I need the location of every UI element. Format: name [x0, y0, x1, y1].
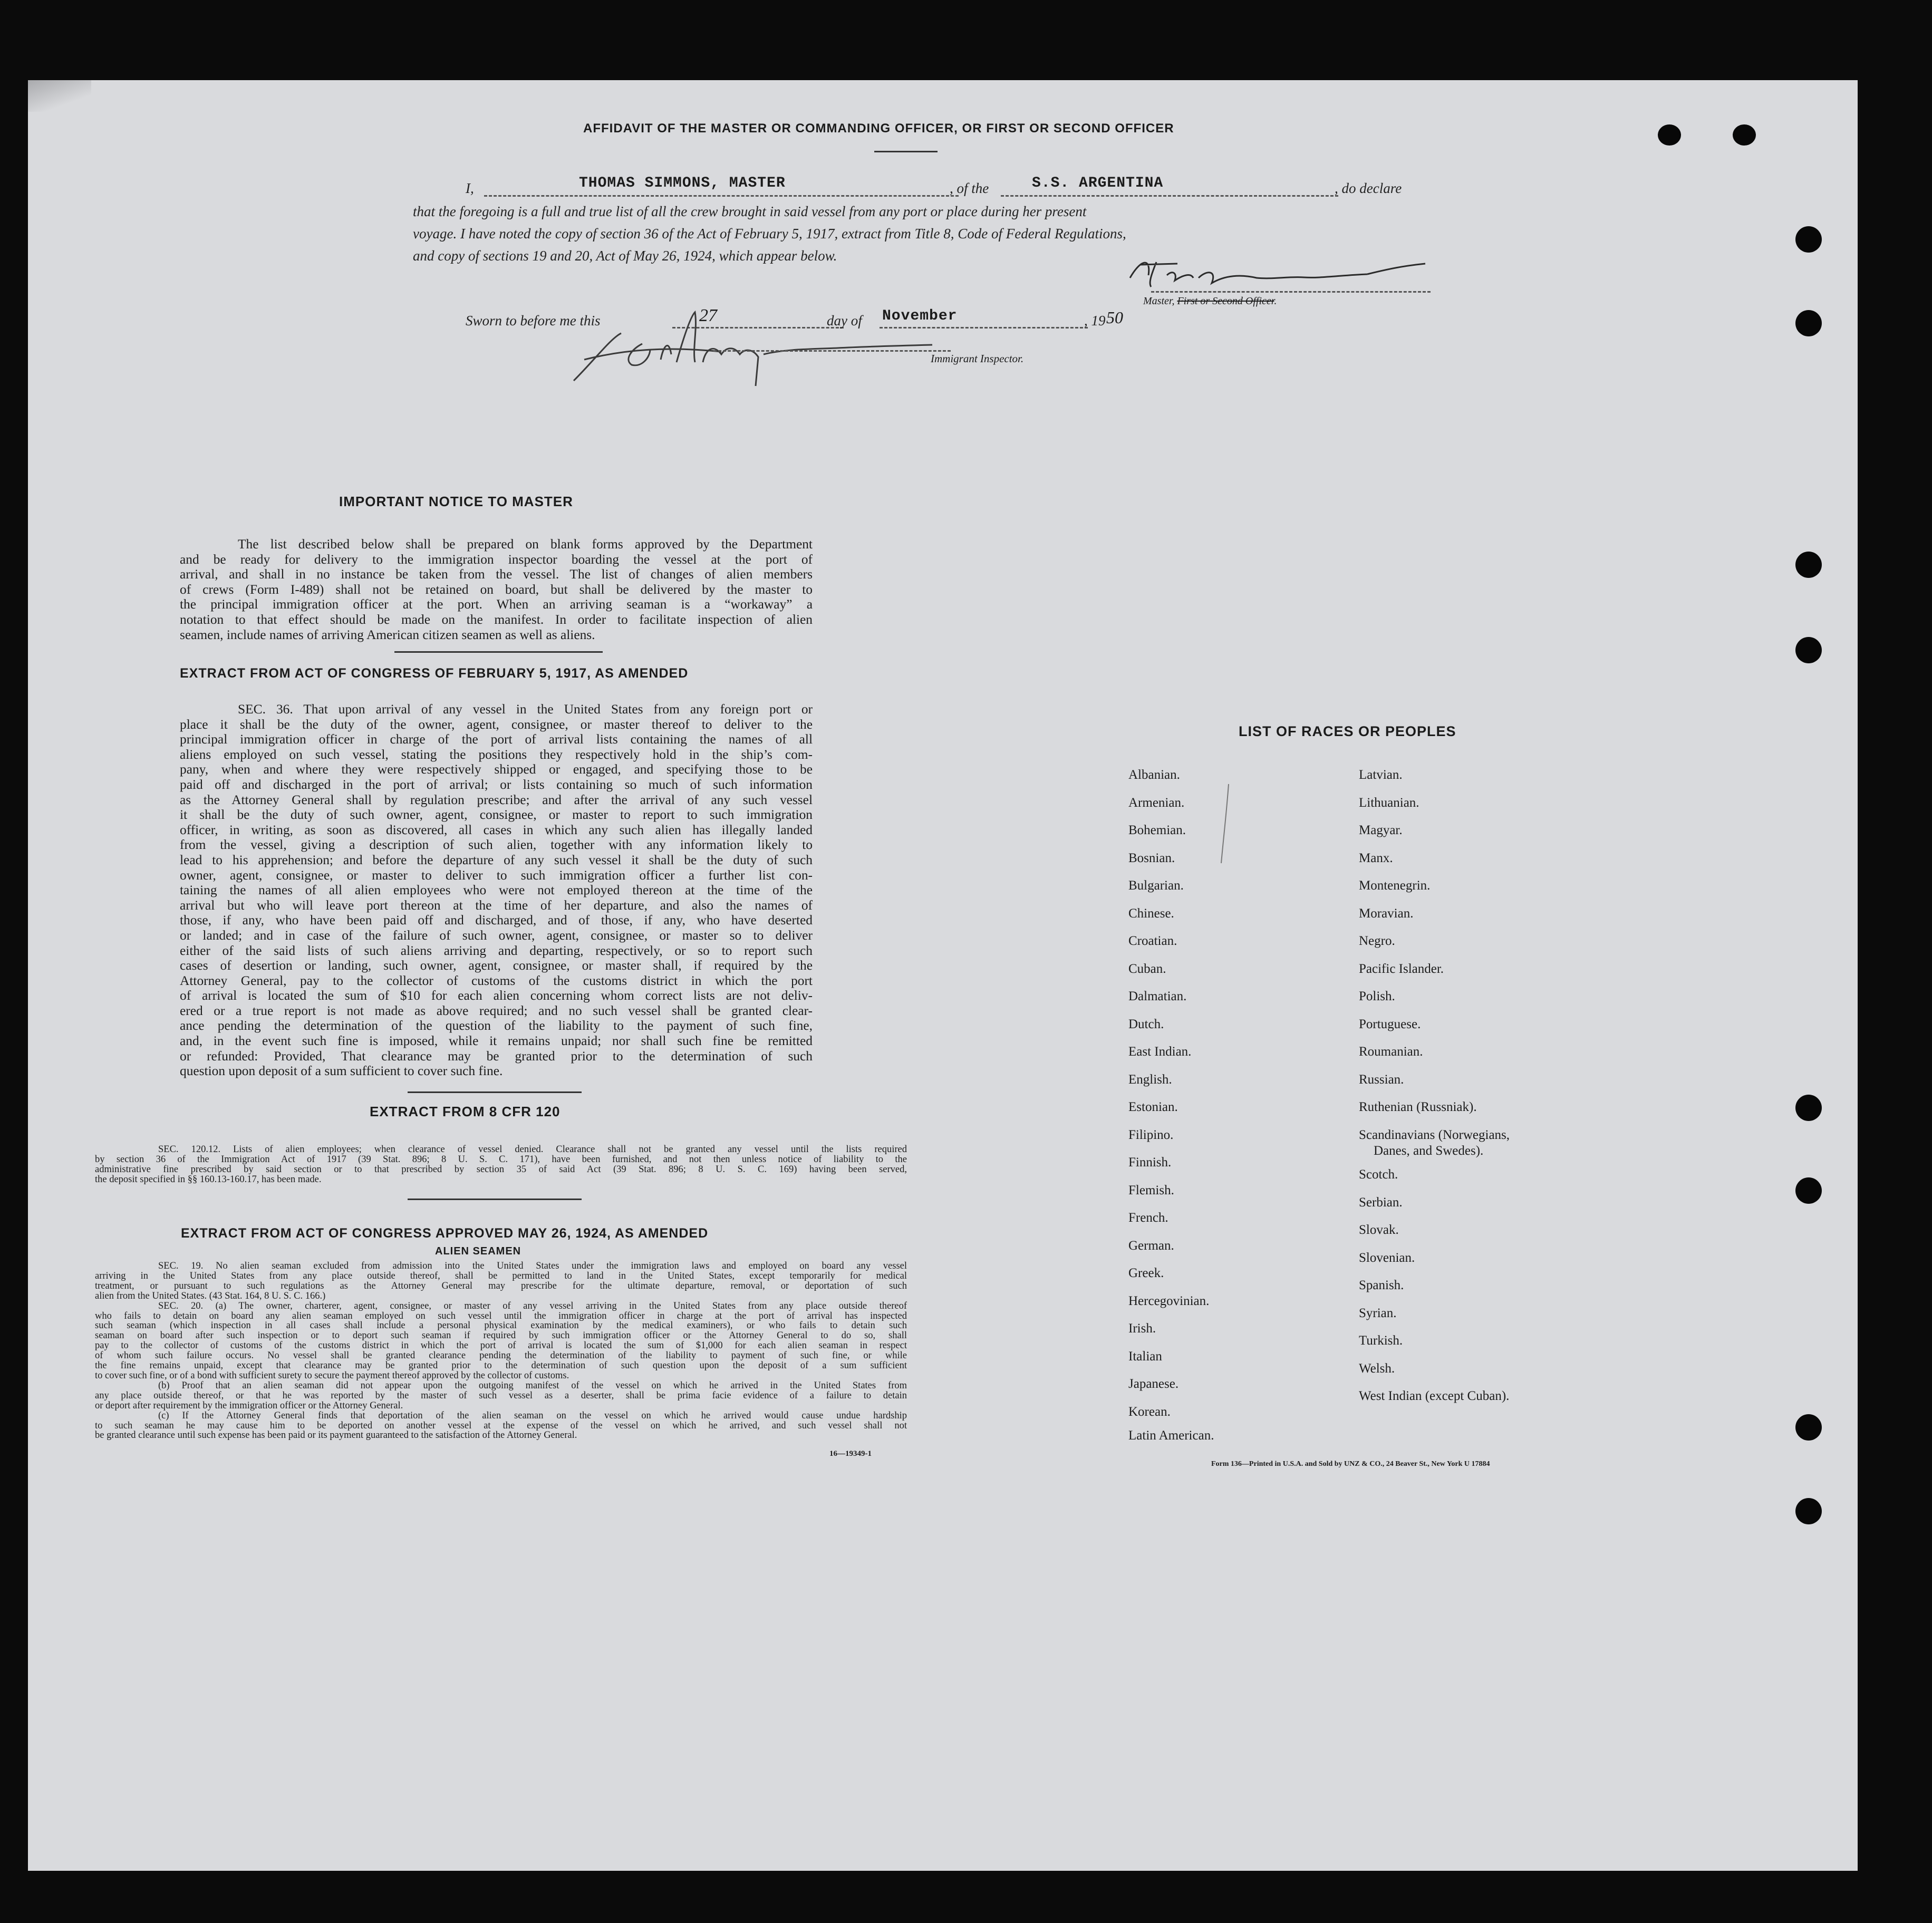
text-line: either of the said lists of such aliens arriving and departing, respectively, or so to report such	[180, 943, 813, 958]
race-item: English.	[1128, 1072, 1172, 1087]
race-item: Korean.	[1128, 1404, 1171, 1419]
master-signature-line	[1151, 291, 1431, 293]
text-line: any place outside thereof, or that he was reported by the master of such vessel as a deserter, shall be prima facie evidence of a failure to detain	[95, 1390, 907, 1401]
race-item: Roumanian.	[1359, 1045, 1423, 1059]
race-item: Albanian.	[1128, 768, 1180, 782]
text-line: lead to his apprehension; and before the departure of any such vessel it shall be the duty of such	[180, 852, 813, 867]
race-item: Bosnian.	[1128, 851, 1175, 865]
text-line: The list described below shall be prepared on blank forms approved by the Department	[238, 537, 813, 552]
text-line: or deport after requirement by the immigration officer or the Attorney General.	[95, 1400, 403, 1411]
text-line: from the vessel, giving a description of such alien, together with any information likely to	[180, 837, 813, 853]
extract-1917-body	[180, 702, 813, 1079]
race-item: German.	[1128, 1238, 1174, 1253]
text-line: administrative fine prescribed by said section or to that prescribed by section 35 of said Act (39 Stat. 896; 8 U. S. C. 169) having been served,	[95, 1164, 907, 1175]
text-line: it shall be the duty of such owner, agent, consignee, or master to report to such immigration	[180, 807, 813, 823]
divider	[394, 651, 603, 653]
text-line: taining the names of all alien employees who were not employed thereon at the time of the	[180, 883, 813, 898]
i-label: I,	[466, 180, 474, 196]
divider	[408, 1091, 582, 1093]
race-item: Bulgarian.	[1128, 878, 1184, 893]
punch-hole	[1795, 1177, 1822, 1204]
text-line: SEC. 36. That upon arrival of any vessel in the United States from any foreign port or	[238, 702, 813, 717]
inspector-signature-line	[713, 350, 951, 352]
inspector-signature	[563, 296, 943, 397]
do-declare-label: , do declare	[1335, 180, 1402, 196]
vessel-name-line	[1001, 195, 1338, 197]
race-item: Magyar.	[1359, 823, 1403, 837]
race-item: Negro.	[1359, 934, 1395, 948]
text-line: who fails to detain on board any alien seaman employed on such vessel until the immigration officer in charge at the port of arrival has inspected	[95, 1310, 907, 1321]
text-line: officer, in writing, as soon as discovered, all cases in which any such alien has illegally landed	[180, 822, 813, 837]
race-item: Dalmatian.	[1128, 989, 1187, 1003]
text-line: (b) Proof that an alien seaman did not appear upon the outgoing manifest of the vessel on which he arrived in the United States from	[158, 1380, 907, 1391]
race-item: Hercegovinian.	[1128, 1293, 1210, 1308]
race-item: Filipino.	[1128, 1127, 1174, 1142]
text-line: to cover such fine, or of a bond with sufficient surety to secure the payment thereof approved by the collector of customs.	[95, 1370, 569, 1381]
master-caption-struck: First or Second Officer	[1177, 295, 1274, 307]
race-item: Japanese.	[1128, 1377, 1179, 1391]
race-item: Irish.	[1128, 1321, 1156, 1336]
race-item: Greek.	[1128, 1266, 1164, 1280]
text-line: of whom such failure occurs. No vessel shall be granted clearance pending the determination of the liability to payment of such fine, or while	[95, 1350, 907, 1361]
text-line: such seaman (which inspection in all cases shall include a personal physical examination by the medical examiners), or who fails to detain such	[95, 1320, 907, 1331]
text-line: arrival but who will leave port thereon at the time of her departure, and also the names of	[180, 897, 813, 913]
text-line: of arrival is located the sum of $10 for each alien concerning whom correct lists are not deliv-	[180, 988, 813, 1003]
race-item: French.	[1128, 1211, 1168, 1225]
text-line: or landed; and in case of the failure of such owner, agent, consignee, or master so to deliver	[180, 927, 813, 943]
race-item: Pacific Islander.	[1359, 961, 1444, 976]
year-prefix: , 19	[1084, 313, 1106, 328]
day-value: 27	[699, 306, 717, 325]
punch-hole	[1795, 637, 1822, 663]
vessel-name-value: S.S. ARGENTINA	[1032, 175, 1164, 191]
punch-hole	[1795, 1095, 1822, 1121]
text-line: Attorney General, pay to the collector of customs of the customs district in which the port	[180, 973, 813, 988]
declaration-line-3: and copy of sections 19 and 20, Act of May 26, 1924, which appear below.	[413, 248, 837, 264]
text-line: (c) If the Attorney General finds that deportation of the alien seaman on the vessel on which he arrived would cause undue hardship	[158, 1410, 907, 1421]
declaration-line-1: that the foregoing is a full and true list of all the crew brought in said vessel from any port or place during her present	[413, 204, 1087, 219]
race-item: Syrian.	[1359, 1306, 1397, 1320]
extract-1924-body	[95, 1261, 907, 1441]
race-item: Manx.	[1359, 851, 1393, 865]
race-item: Cuban.	[1128, 961, 1166, 976]
text-line: arrival, and shall in no instance be taken from the vessel. The list of changes of alien members	[180, 567, 813, 582]
master-caption-plain: Master,	[1143, 295, 1177, 307]
race-item: Latvian.	[1359, 768, 1403, 782]
race-item: Croatian.	[1128, 934, 1177, 948]
master-caption	[1143, 295, 1277, 307]
inspector-caption: Immigrant Inspector.	[931, 352, 1024, 365]
month-value: November	[882, 308, 958, 324]
text-line: aliens employed on such vessel, stating the positions they respectively hold in the ship’s com-	[180, 747, 813, 762]
race-item: Estonian.	[1128, 1100, 1178, 1114]
race-item: Turkish.	[1359, 1333, 1403, 1348]
text-line: ance pending the determination of the question of the liability to the payment of such fine,	[180, 1018, 813, 1033]
text-line: ered or a true report is not made as above required; and no such vessel shall be granted clear-	[180, 1003, 813, 1018]
race-item: Montenegrin.	[1359, 878, 1431, 893]
text-line: as the Attorney General shall by regulation prescribe; and after the arrival of any such vessel	[180, 792, 813, 807]
text-line: SEC. 19. No alien seaman excluded from admission into the United States under the immigration laws and employed on board any vessel	[158, 1261, 907, 1271]
text-line: treatment, or pursuant to such regulations as the Attorney General may prescribe for the ultimate departure, removal, or deportation of such	[95, 1280, 907, 1291]
race-item: Portuguese.	[1359, 1017, 1421, 1031]
text-line: the principal immigration officer at the port. When an arriving seaman is a “workaway” a	[180, 597, 813, 612]
text-line: SEC. 20. (a) The owner, charterer, agent, consignee, or master of any vessel arriving in the United States from any place outside thereof	[158, 1300, 907, 1311]
race-item: Spanish.	[1359, 1278, 1404, 1292]
race-item: Polish.	[1359, 989, 1395, 1003]
text-line: be granted clearance until such expense has been paid or its payment guaranteed to the satisfaction of the Attorney General.	[95, 1430, 577, 1441]
declaration-line-2: voyage. I have noted the copy of section 36 of the Act of February 5, 1917, extract from Title 8, Code of Federal Regulations,	[413, 226, 1126, 241]
race-item: Bohemian.	[1128, 823, 1186, 837]
text-line: by section 36 of the Immigration Act of 1917 (39 Stat. 896; 8 U. S. C. 171), have been furnished, and not then unless notice of liability to the	[95, 1154, 907, 1165]
sworn-label: Sworn to before me this	[466, 313, 601, 328]
text-line: pay to the collector of customs of the customs district in which the port of arrival is located the sum of $1,000 for each alien seaman in respect	[95, 1340, 907, 1351]
race-item: Finnish.	[1128, 1155, 1172, 1170]
text-line: seaman on board after such inspection or to deport such seaman if required by such immigration officer or the Attorney General to do so, shall	[95, 1330, 907, 1341]
race-item: Chinese.	[1128, 906, 1174, 921]
punch-hole	[1795, 1414, 1822, 1441]
race-item: Moravian.	[1359, 906, 1414, 921]
cfr-body	[95, 1145, 907, 1185]
text-line: question upon deposit of a sum sufficient to cover such fine.	[180, 1064, 503, 1079]
punch-hole	[1795, 1498, 1822, 1524]
text-line: alien from the United States. (43 Stat. 164, 8 U. S. C. 166.)	[95, 1290, 326, 1301]
pencil-mark	[1217, 781, 1233, 866]
text-line: seamen, include names of arriving American citizen seamen as well as aliens.	[180, 627, 595, 642]
text-line: and, in the event such fine is imposed, while it remains unpaid; nor shall such fine be remitted	[180, 1033, 813, 1049]
race-item: Serbian.	[1359, 1195, 1403, 1210]
race-item: Slovenian.	[1359, 1250, 1415, 1265]
race-item: Dutch.	[1128, 1017, 1164, 1031]
day-of-label: day of	[827, 313, 862, 328]
race-item: Latin American.	[1128, 1428, 1214, 1443]
race-item: Welsh.	[1359, 1361, 1395, 1376]
extract-1924-subtitle: ALIEN SEAMEN	[435, 1245, 521, 1257]
race-item: Danes, and Swedes).	[1374, 1143, 1484, 1158]
punch-hole	[1733, 124, 1756, 146]
text-line: to such seaman he may cause him to be deported on another vessel at the expense of the vessel on which he arrived, and such vessel shall not	[95, 1420, 907, 1431]
notice-body	[180, 537, 813, 642]
race-item: Russian.	[1359, 1072, 1404, 1087]
race-item: Flemish.	[1128, 1183, 1174, 1197]
text-line: principal immigration officer in charge of the port of arrival lists containing the names of all	[180, 732, 813, 747]
text-line: pany, when and where they were respectively shipped or engaged, and specifying those to be	[180, 762, 813, 777]
race-item: Armenian.	[1128, 795, 1185, 810]
race-item: West Indian (except Cuban).	[1359, 1389, 1510, 1403]
of-the-label: , of the	[950, 180, 989, 196]
text-line: and be ready for delivery to the immigration inspector boarding the vessel at the port of	[180, 552, 813, 567]
affidavit-title: AFFIDAVIT OF THE MASTER OR COMMANDING OFFICER, OR FIRST OR SECOND OFFICER	[583, 121, 1174, 136]
document-sheet	[28, 80, 1858, 1871]
master-name-line	[484, 195, 959, 197]
form-code: 16—19349-1	[829, 1450, 872, 1458]
race-item: East Indian.	[1128, 1045, 1192, 1059]
text-line: or refunded: Provided, That clearance may be granted prior to the determination of such	[180, 1048, 813, 1064]
divider	[408, 1199, 582, 1200]
divider	[874, 151, 938, 152]
text-line: notation to that effect should be made on the manifest. In order to facilitate inspection of alien	[180, 612, 813, 627]
text-line: those, if any, who have been paid off and discharged, and of those, if any, who have deserted	[180, 913, 813, 928]
form-print-line: Form 136—Printed in U.S.A. and Sold by UNZ & CO., 24 Beaver St., New York U 17884	[1211, 1460, 1490, 1468]
race-item: Scotch.	[1359, 1167, 1398, 1182]
text-line: the deposit specified in §§ 160.13-160.17, has been made.	[95, 1174, 322, 1185]
race-item: Scandinavians (Norwegians,	[1359, 1127, 1510, 1142]
text-line: of crews (Form I-489) shall not be retained on board, but shall be delivered by the master to	[180, 582, 813, 597]
text-line: paid off and discharged in the port of arrival; or lists containing so much of such information	[180, 777, 813, 792]
text-line: place it shall be the duty of the owner, agent, consignee, or master thereof to deliver to the	[180, 717, 813, 732]
punch-hole	[1795, 226, 1822, 253]
notice-title: IMPORTANT NOTICE TO MASTER	[339, 494, 573, 509]
race-item: Ruthenian (Russniak).	[1359, 1100, 1477, 1114]
text-line: arriving in the United States from any place outside thereof, shall be permitted to land in the United States, except temporarily for medical	[95, 1270, 907, 1281]
race-item: Lithuanian.	[1359, 795, 1419, 810]
year-value: 50	[1106, 308, 1123, 327]
extract-1924-title: EXTRACT FROM ACT OF CONGRESS APPROVED MAY 26, 1924, AS AMENDED	[181, 1226, 709, 1241]
punch-hole	[1658, 124, 1681, 146]
text-line: SEC. 120.12. Lists of alien employees; when clearance of vessel denied. Clearance shall not be granted any vessel until the lists required	[158, 1144, 907, 1155]
cfr-title: EXTRACT FROM 8 CFR 120	[370, 1104, 561, 1119]
master-signature	[1119, 254, 1446, 296]
extract-1917-title: EXTRACT FROM ACT OF CONGRESS OF FEBRUARY 5, 1917, AS AMENDED	[180, 666, 689, 681]
punch-hole	[1795, 552, 1822, 578]
master-caption-end: .	[1274, 295, 1277, 307]
punch-hole	[1795, 310, 1822, 336]
folded-corner	[28, 80, 91, 112]
race-item: Slovak.	[1359, 1223, 1399, 1237]
races-title: LIST OF RACES OR PEOPLES	[1239, 723, 1456, 739]
master-name-value: THOMAS SIMMONS, MASTER	[579, 175, 786, 191]
text-line: owner, agent, consignee, or master to deliver to such immigration officer a further list con-	[180, 867, 813, 883]
race-item: Italian	[1128, 1349, 1162, 1364]
text-line: cases of desertion or landing, such owner, agent, consignee, or master shall, if required by the	[180, 958, 813, 973]
text-line: the fine remains unpaid, except that clearance may be granted prior to the determination of such question upon the deposit of a sum sufficient	[95, 1360, 907, 1371]
